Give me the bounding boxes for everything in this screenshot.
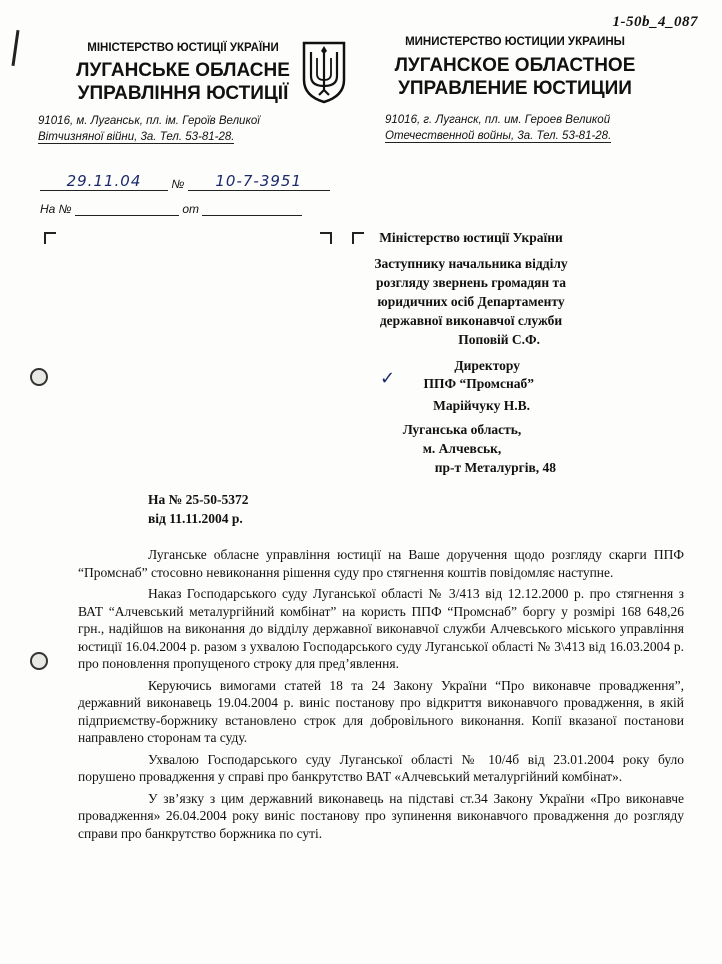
reference-block <box>148 490 249 528</box>
reference-number: На № 25-50-5372 <box>148 492 249 507</box>
addressee-name2: Марійчуку Н.В. <box>433 398 530 413</box>
org-ua-line1: ЛУГАНСЬКЕ ОБЛАСНЕ <box>76 60 290 81</box>
org-ua-line2: УПРАВЛІННЯ ЮСТИЦІЇ <box>77 83 289 104</box>
punch-hole-bottom <box>30 652 48 670</box>
body-paragraph-3: Керуючись вимогами статей 18 та 24 Закону України “Про виконавче провадження”, державний виконавець 19.04.2004 р. виніс постанову про відкриття виконавчого провадження, в якій підприємству-боржнику встановлено строк для добровільного виконання. Копії вказаної постанови направлено сторонам та суду. <box>78 677 684 745</box>
addressee-line3: розгляду звернень громадян та <box>375 275 567 290</box>
body-paragraph-2: Наказ Господарського суду Луганської області № 3/413 від 12.12.2000 р. про стягнення з ВАТ “Алчевський металургійний комбінат” на користь ППФ “Промснаб” боргу у розмірі 168 648,26 грн., надійшов на виконання до відділу державної виконавчої служби Алчевського міського управління юстиції 16.04.2004 р. разом з ухвалою Господарського суду Луганської області № 3\413 від 16.03.2004 р. про поновлення пропущеного строку для пред’явлення. <box>78 586 684 671</box>
archive-code: 1-50b_4_087 <box>612 14 698 30</box>
addressee-addr1: Луганська область, <box>402 422 522 437</box>
addressee-addr2: м. Алчевськ, <box>422 441 502 456</box>
corner-mark-left <box>44 232 56 244</box>
addressee-line4: юридичних осіб Департаменту <box>377 294 565 309</box>
addressee-address <box>380 420 556 477</box>
org-ru-line2: УПРАВЛЕНИЕ ЮСТИЦИИ <box>398 78 632 99</box>
body-paragraph-1: Луганське обласне управління юстиції на Ваше доручення щодо розгляду скарги ППФ “Промснаб” стосовно невиконання рішення суду про стягнення коштів повідомляє наступне. <box>78 547 684 580</box>
addressee-ministry <box>356 228 586 330</box>
coat-of-arms-icon <box>301 40 347 104</box>
corner-mark-right <box>320 232 332 244</box>
incoming-ref-label: На № <box>40 202 72 216</box>
body-paragraph-5: У зв’язку з цим державний виконавець на підставі ст.34 Закону України «Про виконавче провадження» 26.04.2004 року виніс постанову про зупинення виконавчого провадження до розгляду справи про банкрутство боржника по суті. <box>78 790 684 841</box>
outgoing-number-label: № <box>171 177 185 191</box>
addressee-org2: ППФ “Промснаб” <box>423 376 534 391</box>
org-ru-line1: ЛУГАНСКОЕ ОБЛАСТНОЕ <box>394 55 636 76</box>
addressee-name1: Поповій С.Ф. <box>458 332 540 347</box>
body-paragraph-4: Ухвалою Господарського суду Луганської області № 10/4б від 23.01.2004 року було порушено провадження у справі про банкрутство ВАТ «Алчевський металургійний комбінат». <box>78 751 684 784</box>
ministry-ua: МІНІСТЕРСТВО ЮСТИЦІЇ УКРАЇНИ <box>87 42 279 54</box>
ministry-ru: МИНИСТЕРСТВО ЮСТИЦИИ УКРАИНЫ <box>405 36 625 48</box>
outgoing-date: 29.11.04 <box>66 172 142 190</box>
addressee-line5: державної виконавчої служби <box>379 313 563 328</box>
punch-hole-top <box>30 368 48 386</box>
outgoing-number-row <box>40 172 330 191</box>
addressee-line2: Заступнику начальника відділу <box>374 256 568 271</box>
letter-body <box>78 546 684 846</box>
reference-date: від 11.11.2004 р. <box>148 511 243 526</box>
address-ua-line2: Вітчизняної війни, 3а. Тел. 53-81-28. <box>38 131 235 143</box>
address-ru-line1: 91016, г. Луганск, пл. им. Героев Великой <box>385 114 611 126</box>
letterhead-left <box>38 42 308 145</box>
address-ua-line1: 91016, м. Луганськ, пл. ім. Героїв Великої <box>38 115 260 127</box>
incoming-ref-row <box>40 202 302 216</box>
incoming-date-label: от <box>182 202 200 216</box>
margin-pen-mark <box>12 30 20 66</box>
addressee-title2: Директору <box>454 358 520 373</box>
outgoing-number: 10-7-3951 <box>215 172 302 190</box>
check-mark-icon: ✓ <box>380 368 397 389</box>
address-ru-line2: Отечественной войны, 3а. Тел. 53-81-28. <box>385 130 612 142</box>
addressee-line1: Міністерство юстиції України <box>379 230 563 245</box>
addressee-addr3: пр-т Металургів, 48 <box>434 460 556 475</box>
letterhead-right <box>385 36 645 144</box>
